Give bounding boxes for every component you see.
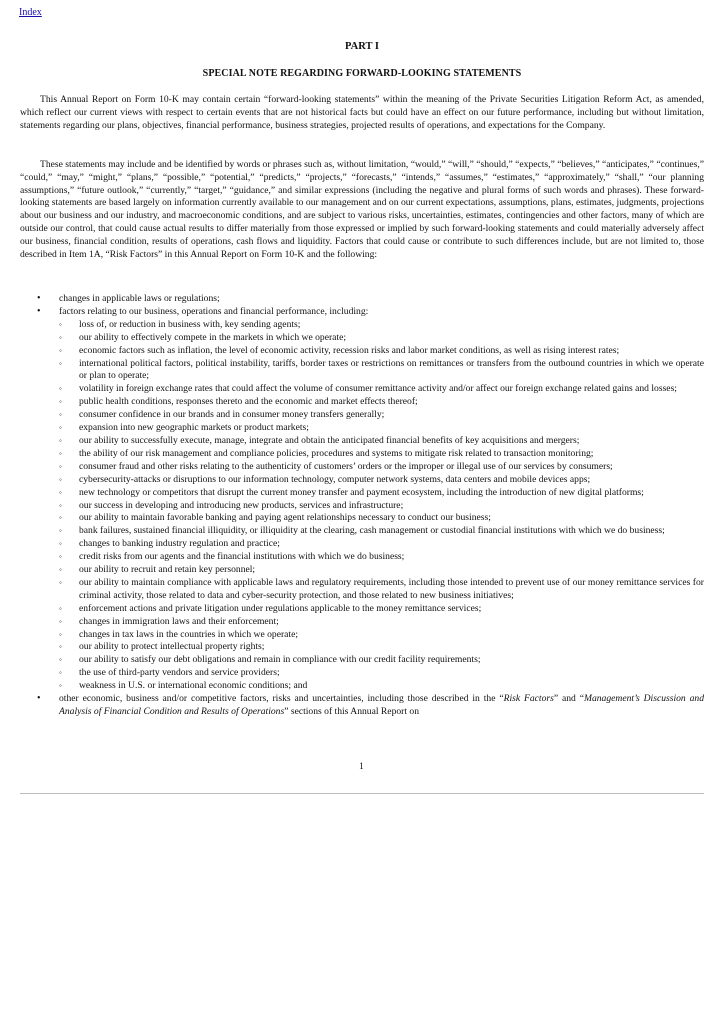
page-divider	[20, 793, 704, 794]
sublist-item: ◦ loss of, or reduction in business with, key sending agents;	[59, 319, 704, 332]
index-link[interactable]: Index	[19, 7, 42, 18]
sublist-item: ◦ enforcement actions and private litigation under regulations applicable to the money remittance services;	[59, 603, 704, 616]
sublist-item: ◦ cybersecurity-attacks or disruptions to our information technology, computer network systems, data centers and mobile devices apps;	[59, 474, 704, 487]
identification-paragraph: These statements may include and be identified by words or phrases such as, without limitation, “would,” “will,” “should,” “expects,” “believes,” “anticipates,” “continues,” “could,” “may,” “might,” “plans,” “possible,” “potential,” “predicts,” “projects,” “forecasts,” “intends,” “assumes,” “estimates,” “approximately,” “shall,” “our planning assumptions,” “future outlook,” “currently,” “target,” “guidance,” and similar expressions (including the negative and plural forms of such words and phrases). These forward-looking statements are based largely on information currently available to our management and on our current expectations, assumptions, plans, estimates, judgments, projections about our business and our industry, and macroeconomic conditions, and are subject to various risks, uncertainties, estimates, contingencies and other factors, many of which are outside our control, that could cause actual results to differ materially from those expressed or implied by such forward-looking statements and could materially adversely affect our business, financial condition, results of operations, cash flows and liquidity. Factors that could cause or contribute to such differences include, but are not limited to, those described in Item 1A, “Risk Factors” in this Annual Report on Form 10-K and the following:	[20, 159, 704, 260]
sublist-item: ◦ consumer fraud and other risks relating to the authenticity of customers’ orders or the improper or illegal use of our services by consumers;	[59, 461, 704, 474]
sublist-item: ◦ our ability to satisfy our debt obligations and remain in compliance with our credit facility requirements;	[59, 654, 704, 667]
text-segment: ” sections of this Annual Report on	[284, 706, 420, 717]
sublist-item: ◦ weakness in U.S. or international economic conditions; and	[59, 680, 704, 693]
sublist-item: ◦ changes to banking industry regulation and practice;	[59, 538, 704, 551]
sublist-item: ◦ our ability to recruit and retain key personnel;	[59, 564, 704, 577]
list-item-text	[59, 693, 704, 717]
business-factors-sublist	[59, 319, 704, 693]
list-item-text: changes in applicable laws or regulations;	[59, 293, 220, 304]
sublist-item: ◦ economic factors such as inflation, the level of economic activity, recession risks and labor market conditions, as well as rising interest rates;	[59, 345, 704, 358]
text-segment: other economic, business and/or competitive factors, risks and uncertainties, including those described in the “	[59, 693, 504, 705]
sublist-item: ◦ the use of third-party vendors and service providers;	[59, 667, 704, 680]
sublist-item: ◦ public health conditions, responses thereto and the economic and market effects thereof;	[59, 396, 704, 409]
page-number: 1	[359, 761, 364, 772]
sublist-item: ◦ our ability to effectively compete in the markets in which we operate;	[59, 332, 704, 345]
sublist-item: ◦ changes in tax laws in the countries in which we operate;	[59, 629, 704, 642]
sublist-item: ◦ volatility in foreign exchange rates that could affect the volume of consumer remittance activity and/or affect our foreign exchange related gains and losses;	[59, 383, 704, 396]
sublist-item: ◦ our ability to successfully execute, manage, integrate and obtain the anticipated financial benefits of key acquisitions and mergers;	[59, 435, 704, 448]
text-segment: ” and “	[553, 693, 584, 705]
section-title: SPECIAL NOTE REGARDING FORWARD-LOOKING STATEMENTS	[202, 68, 522, 79]
list-item	[20, 293, 704, 306]
sublist-item: ◦ bank failures, sustained financial illiquidity, or illiquidity at the clearing, cash management or custodial financial institutions with which we do business;	[59, 525, 704, 538]
sublist-item: ◦ our success in developing and introducing new products, services and infrastructure;	[59, 500, 704, 513]
risk-factors-ref: Risk Factors	[503, 693, 554, 705]
sublist-item: ◦ our ability to protect intellectual property rights;	[59, 641, 704, 654]
sublist-item: ◦ new technology or competitors that disrupt the current money transfer and payment ecosystem, including the introduction of new digital platforms;	[59, 487, 704, 500]
list-item-text: factors relating to our business, operations and financial performance, including:	[59, 305, 369, 317]
list-item	[20, 306, 704, 693]
part-heading: PART I	[345, 41, 379, 52]
sublist-item: ◦ credit risks from our agents and the financial institutions with which we do business;	[59, 551, 704, 564]
list-item	[20, 693, 704, 719]
sublist-item: ◦ our ability to maintain favorable banking and paying agent relationships necessary to conduct our business;	[59, 512, 704, 525]
sublist-item: ◦ changes in immigration laws and their enforcement;	[59, 616, 704, 629]
sublist-item: ◦ international political factors, political instability, tariffs, border taxes or restrictions on remittances or transfers from the outbound countries in which we operate or plan to operate;	[59, 358, 704, 384]
mdna-ref: Management’s Discussion and Analysis of Financial Condition and Results of Operations	[59, 693, 705, 717]
sublist-item: ◦ the ability of our risk management and compliance policies, procedures and systems to mitigate risk related to transaction monitoring;	[59, 448, 704, 461]
intro-paragraph: This Annual Report on Form 10-K may contain certain “forward-looking statements” within the meaning of the Private Securities Litigation Reform Act, as amended, which reflect our current views with respect to certain events that are not historical facts but could have an effect on our future performance, including but without limitation, statements regarding our plans, objectives, financial performance, business strategies, projected results of operations, and expectations for the Company.	[20, 94, 704, 131]
sublist-item: ◦ expansion into new geographic markets or product markets;	[59, 422, 704, 435]
sublist-item: ◦ consumer confidence in our brands and in consumer money transfers generally;	[59, 409, 704, 422]
factors-list	[20, 293, 704, 719]
sublist-item: ◦ our ability to maintain compliance with applicable laws and regulatory requirements, including those intended to prevent use of our money remittance services for criminal activity, those related to data and cyber-security protection, and those related to new business initiatives;	[59, 577, 704, 603]
